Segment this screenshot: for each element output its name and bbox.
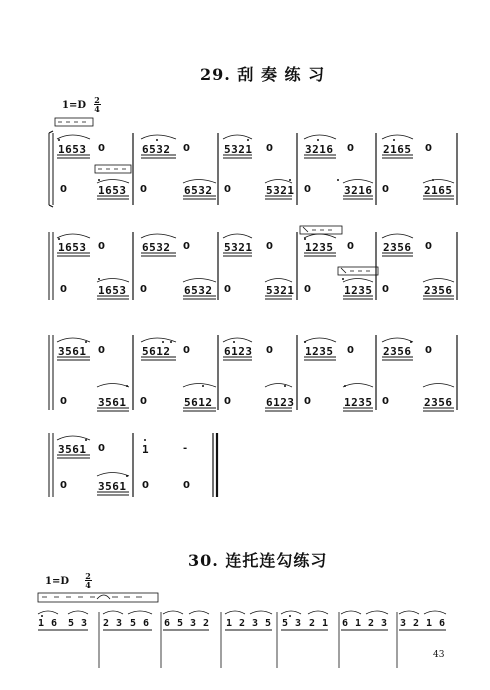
s1-lower-m5-rest: 0: [382, 184, 389, 195]
exercise-29-title: 29. 刮 奏 练 习: [200, 65, 326, 84]
s3-upper-m5-notes: 2356: [383, 345, 412, 358]
s2-lower-m1-notes: 1653: [98, 284, 127, 297]
s3-lower-m1-rest: 0: [60, 396, 67, 407]
s4-lower-m1-rest: 0: [60, 480, 67, 491]
s4-lower-m2-rest-1: 0: [142, 480, 149, 491]
ex30-group-13: 3 2: [400, 618, 420, 629]
ex30-group-6: 3 2: [190, 618, 210, 629]
time-signature-bottom: 4: [85, 580, 91, 590]
s2-lower-m3-rest: 0: [224, 284, 231, 295]
page-number: 43: [433, 650, 445, 660]
s2-upper-m4-rest: 0: [347, 241, 354, 252]
s3-upper-m5-rest: 0: [425, 345, 432, 356]
s1-lower-m3-rest: 0: [224, 184, 231, 195]
s1-upper-m3-notes: 5321: [224, 143, 253, 156]
s4-upper-m1-notes: 3561: [58, 443, 87, 456]
ex30-group-7: 1 2: [226, 618, 246, 629]
s3-upper-m3-notes: 6123: [224, 345, 253, 358]
s1-lower-m2-rest: 0: [140, 184, 147, 195]
s3-upper-m4-notes: 1235: [305, 345, 334, 358]
time-signature-top: 2: [85, 571, 91, 581]
s2-upper-m3-notes: 5321: [224, 241, 253, 254]
ex30-group-14: 1 6: [426, 618, 446, 629]
exercise-30-title: 30. 连托连勾练习: [188, 551, 328, 570]
ex30-group-12: 2 3: [368, 618, 388, 629]
s4-upper-m2-note: 1: [142, 443, 150, 456]
s1-lower-m5-notes: 2165: [424, 184, 453, 197]
s3-lower-m3-notes: 6123: [266, 396, 295, 409]
s3-lower-m4-rest: 0: [304, 396, 311, 407]
s2-upper-m1-notes: 1653: [58, 241, 87, 254]
s2-upper-m2-rest: 0: [183, 241, 190, 252]
s3-upper-m3-rest: 0: [266, 345, 273, 356]
s3-upper-m1-notes: 3561: [58, 345, 87, 358]
s1-upper-m5-notes: 2165: [383, 143, 412, 156]
s3-lower-m2-notes: 5612: [184, 396, 213, 409]
exercise-29-key: 1=D: [62, 100, 87, 111]
s4-upper-m1-rest: 0: [98, 443, 105, 454]
s1-lower-m4-rest: 0: [304, 184, 311, 195]
s1-upper-m1-rest: 0: [98, 143, 105, 154]
ex30-group-2: 5 3: [68, 618, 88, 629]
ex30-group-11: 6 1: [342, 618, 362, 629]
s3-lower-m3-rest: 0: [224, 396, 231, 407]
s2-lower-m3-notes: 5321: [266, 284, 295, 297]
s2-upper-m2-notes: 6532: [142, 241, 171, 254]
s2-upper-m1-rest: 0: [98, 241, 105, 252]
exercise-30-time-signature: [84, 572, 92, 589]
s3-lower-m5-rest: 0: [382, 396, 389, 407]
s1-lower-m1-notes: 1653: [98, 184, 127, 197]
s3-lower-m1-notes: 3561: [98, 396, 127, 409]
s1-upper-m5-rest: 0: [425, 143, 432, 154]
s1-upper-m1-notes: 1653: [58, 143, 87, 156]
s1-upper-m4-rest: 0: [347, 143, 354, 154]
s1-upper-m4-notes: 3216: [305, 143, 334, 156]
s2-lower-m4-rest: 0: [304, 284, 311, 295]
ex30-group-5: 6 5: [164, 618, 184, 629]
s3-upper-m4-rest: 0: [347, 345, 354, 356]
s3-upper-m2-rest: 0: [183, 345, 190, 356]
s3-lower-m2-rest: 0: [140, 396, 147, 407]
s1-upper-m3-rest: 0: [266, 143, 273, 154]
s3-lower-m5-notes: 2356: [424, 396, 453, 409]
s1-upper-m2-notes: 6532: [142, 143, 171, 156]
s3-upper-m1-rest: 0: [98, 345, 105, 356]
time-signature-bottom: 4: [94, 104, 100, 114]
s2-upper-m3-rest: 0: [266, 241, 273, 252]
s1-lower-m4-notes: 3216: [344, 184, 373, 197]
s3-upper-m2-notes: 5612: [142, 345, 171, 358]
s2-upper-m5-notes: 2356: [383, 241, 412, 254]
s4-upper-m2-dash: -: [183, 443, 188, 454]
ex30-group-3: 2 3: [103, 618, 123, 629]
s1-lower-m1-rest: 0: [60, 184, 67, 195]
s1-lower-m2-notes: 6532: [184, 184, 213, 197]
s2-lower-m1-rest: 0: [60, 284, 67, 295]
ex30-group-1: 1 6: [38, 618, 58, 629]
ex30-group-8: 3 5: [252, 618, 272, 629]
s2-lower-m5-rest: 0: [382, 284, 389, 295]
s3-lower-m4-notes: 1235: [344, 396, 373, 409]
time-signature-top: 2: [94, 95, 100, 105]
s2-lower-m4-notes: 1235: [344, 284, 373, 297]
s4-lower-m1-notes: 3561: [98, 480, 127, 493]
s1-upper-m2-rest: 0: [183, 143, 190, 154]
s4-lower-m2-rest-2: 0: [183, 480, 190, 491]
s2-lower-m2-rest: 0: [140, 284, 147, 295]
exercise-29-time-signature: [93, 96, 101, 113]
s2-lower-m5-notes: 2356: [424, 284, 453, 297]
exercise-30-key: 1=D: [45, 576, 70, 587]
s2-upper-m4-notes: 1235: [305, 241, 334, 254]
s1-lower-m3-notes: 5321: [266, 184, 295, 197]
ex30-group-9: 5 3: [282, 618, 302, 629]
ex30-group-4: 5 6: [130, 618, 150, 629]
s2-upper-m5-rest: 0: [425, 241, 432, 252]
ex30-group-10: 2 1: [309, 618, 329, 629]
s2-lower-m2-notes: 6532: [184, 284, 213, 297]
